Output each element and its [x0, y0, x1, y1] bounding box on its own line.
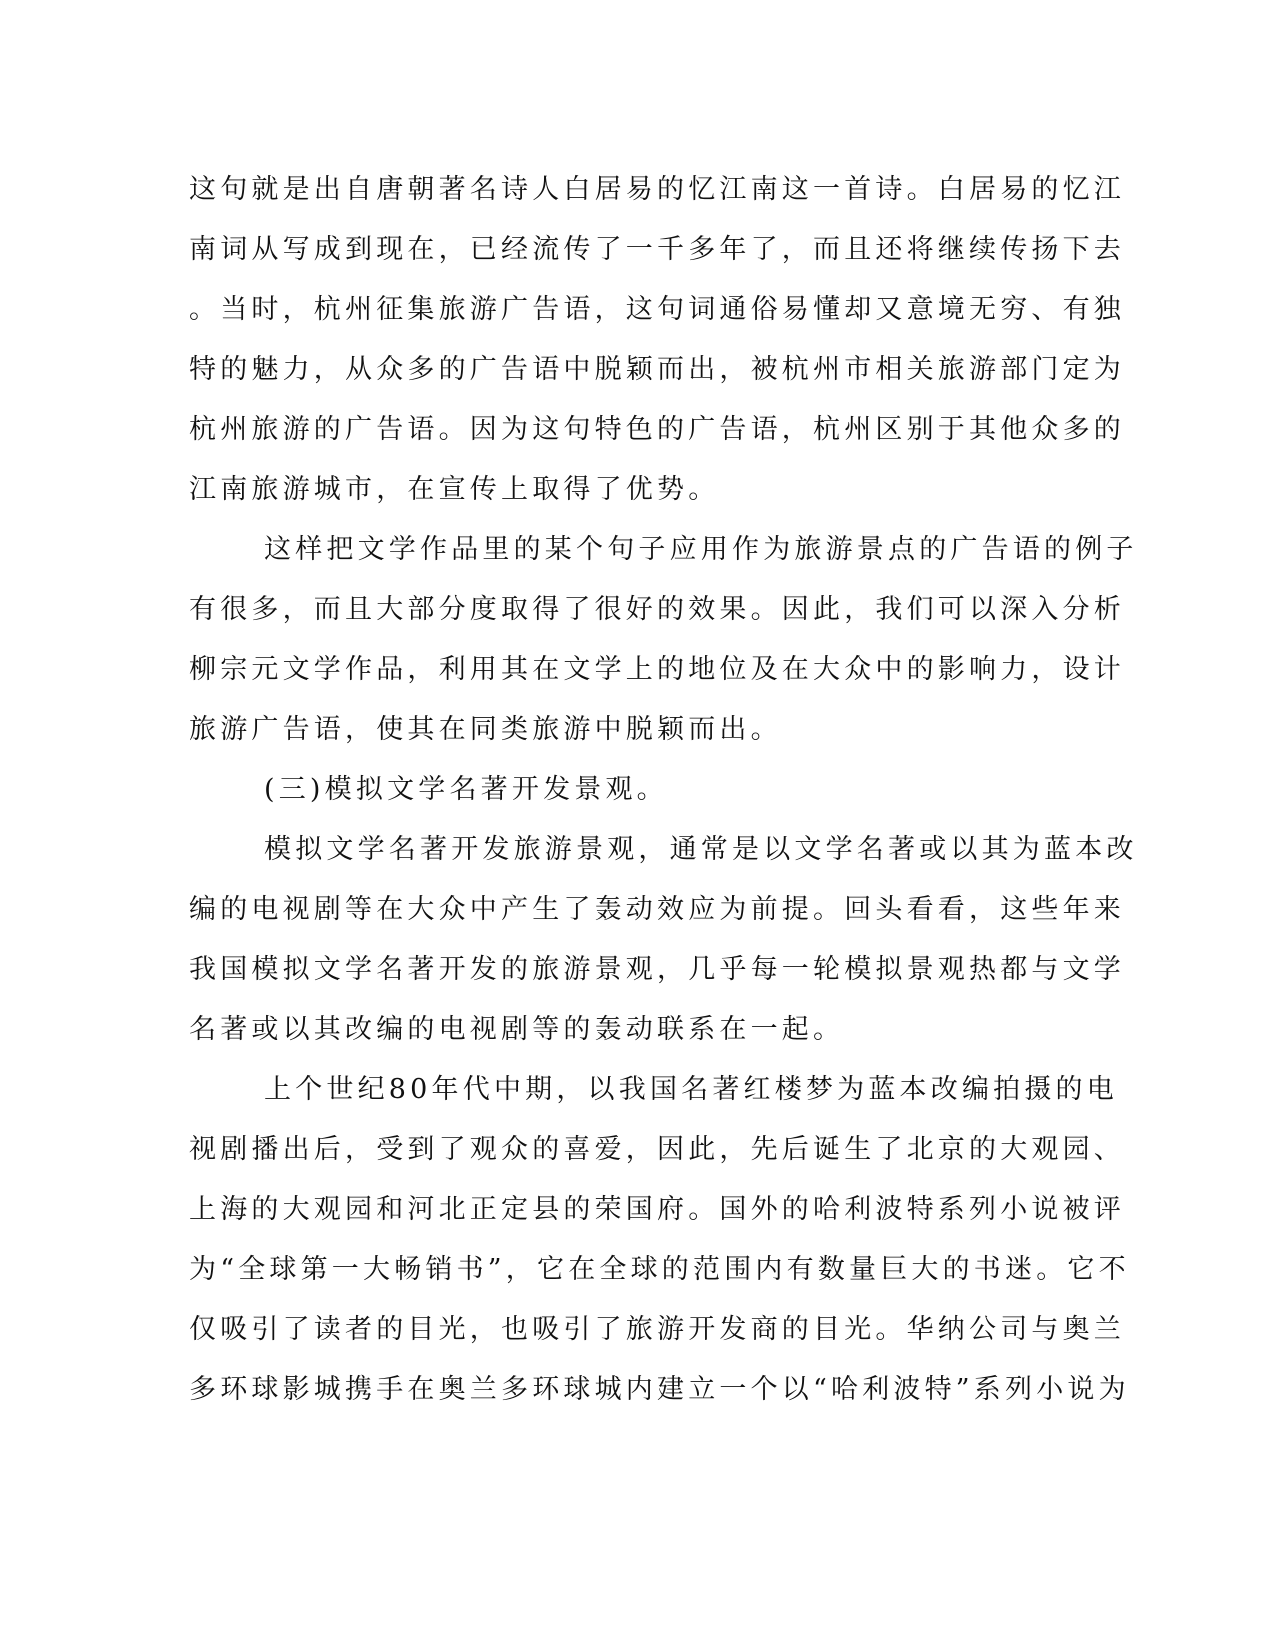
paragraph-start-line: 上个世纪80年代中期，以我国名著红楼梦为蓝本改编拍摄的电	[264, 1074, 1118, 1105]
text-line: 仅吸引了读者的目光，也吸引了旅游开发商的目光。华纳公司与奥兰	[189, 1314, 1125, 1345]
text-line: 多环球影城携手在奥兰多环球城内建立一个以“哈利波特”系列小说为	[189, 1374, 1130, 1405]
text-line: 柳宗元文学作品，利用其在文学上的地位及在大众中的影响力，设计	[189, 654, 1125, 685]
text-line: 视剧播出后，受到了观众的喜爱，因此，先后诞生了北京的大观园、	[189, 1134, 1125, 1165]
text-line: 特的魅力，从众多的广告语中脱颖而出，被杭州市相关旅游部门定为	[189, 354, 1125, 385]
text-line: 杭州旅游的广告语。因为这句特色的广告语，杭州区别于其他众多的	[189, 414, 1125, 445]
text-line: 上海的大观园和河北正定县的荣国府。国外的哈利波特系列小说被评	[189, 1194, 1125, 1225]
section-heading: (三)模拟文学名著开发景观。	[264, 774, 668, 805]
body-text	[189, 160, 1138, 1420]
text-line: 名著或以其改编的电视剧等的轰动联系在一起。	[189, 1014, 845, 1045]
paragraph-start-line: 模拟文学名著开发旅游景观，通常是以文学名著或以其为蓝本改	[264, 834, 1138, 865]
text-line: 。当时，杭州征集旅游广告语，这句词通俗易懂却又意境无穷、有独	[189, 294, 1125, 325]
paragraph-start-line: 这样把文学作品里的某个句子应用作为旅游景点的广告语的例子	[264, 534, 1138, 565]
text-line: 江南旅游城市，在宣传上取得了优势。	[189, 474, 720, 505]
text-line: 编的电视剧等在大众中产生了轰动效应为前提。回头看看，这些年来	[189, 894, 1125, 925]
text-line: 我国模拟文学名著开发的旅游景观，几乎每一轮模拟景观热都与文学	[189, 954, 1125, 985]
text-line: 旅游广告语，使其在同类旅游中脱颖而出。	[189, 714, 782, 745]
text-line: 有很多，而且大部分度取得了很好的效果。因此，我们可以深入分析	[189, 594, 1125, 625]
text-line: 南词从写成到现在，已经流传了一千多年了，而且还将继续传扬下去	[189, 234, 1125, 265]
text-line: 这句就是出自唐朝著名诗人白居易的忆江南这一首诗。白居易的忆江	[189, 174, 1125, 205]
text-line: 为“全球第一大畅销书”，它在全球的范围内有数量巨大的书迷。它不	[189, 1254, 1130, 1285]
